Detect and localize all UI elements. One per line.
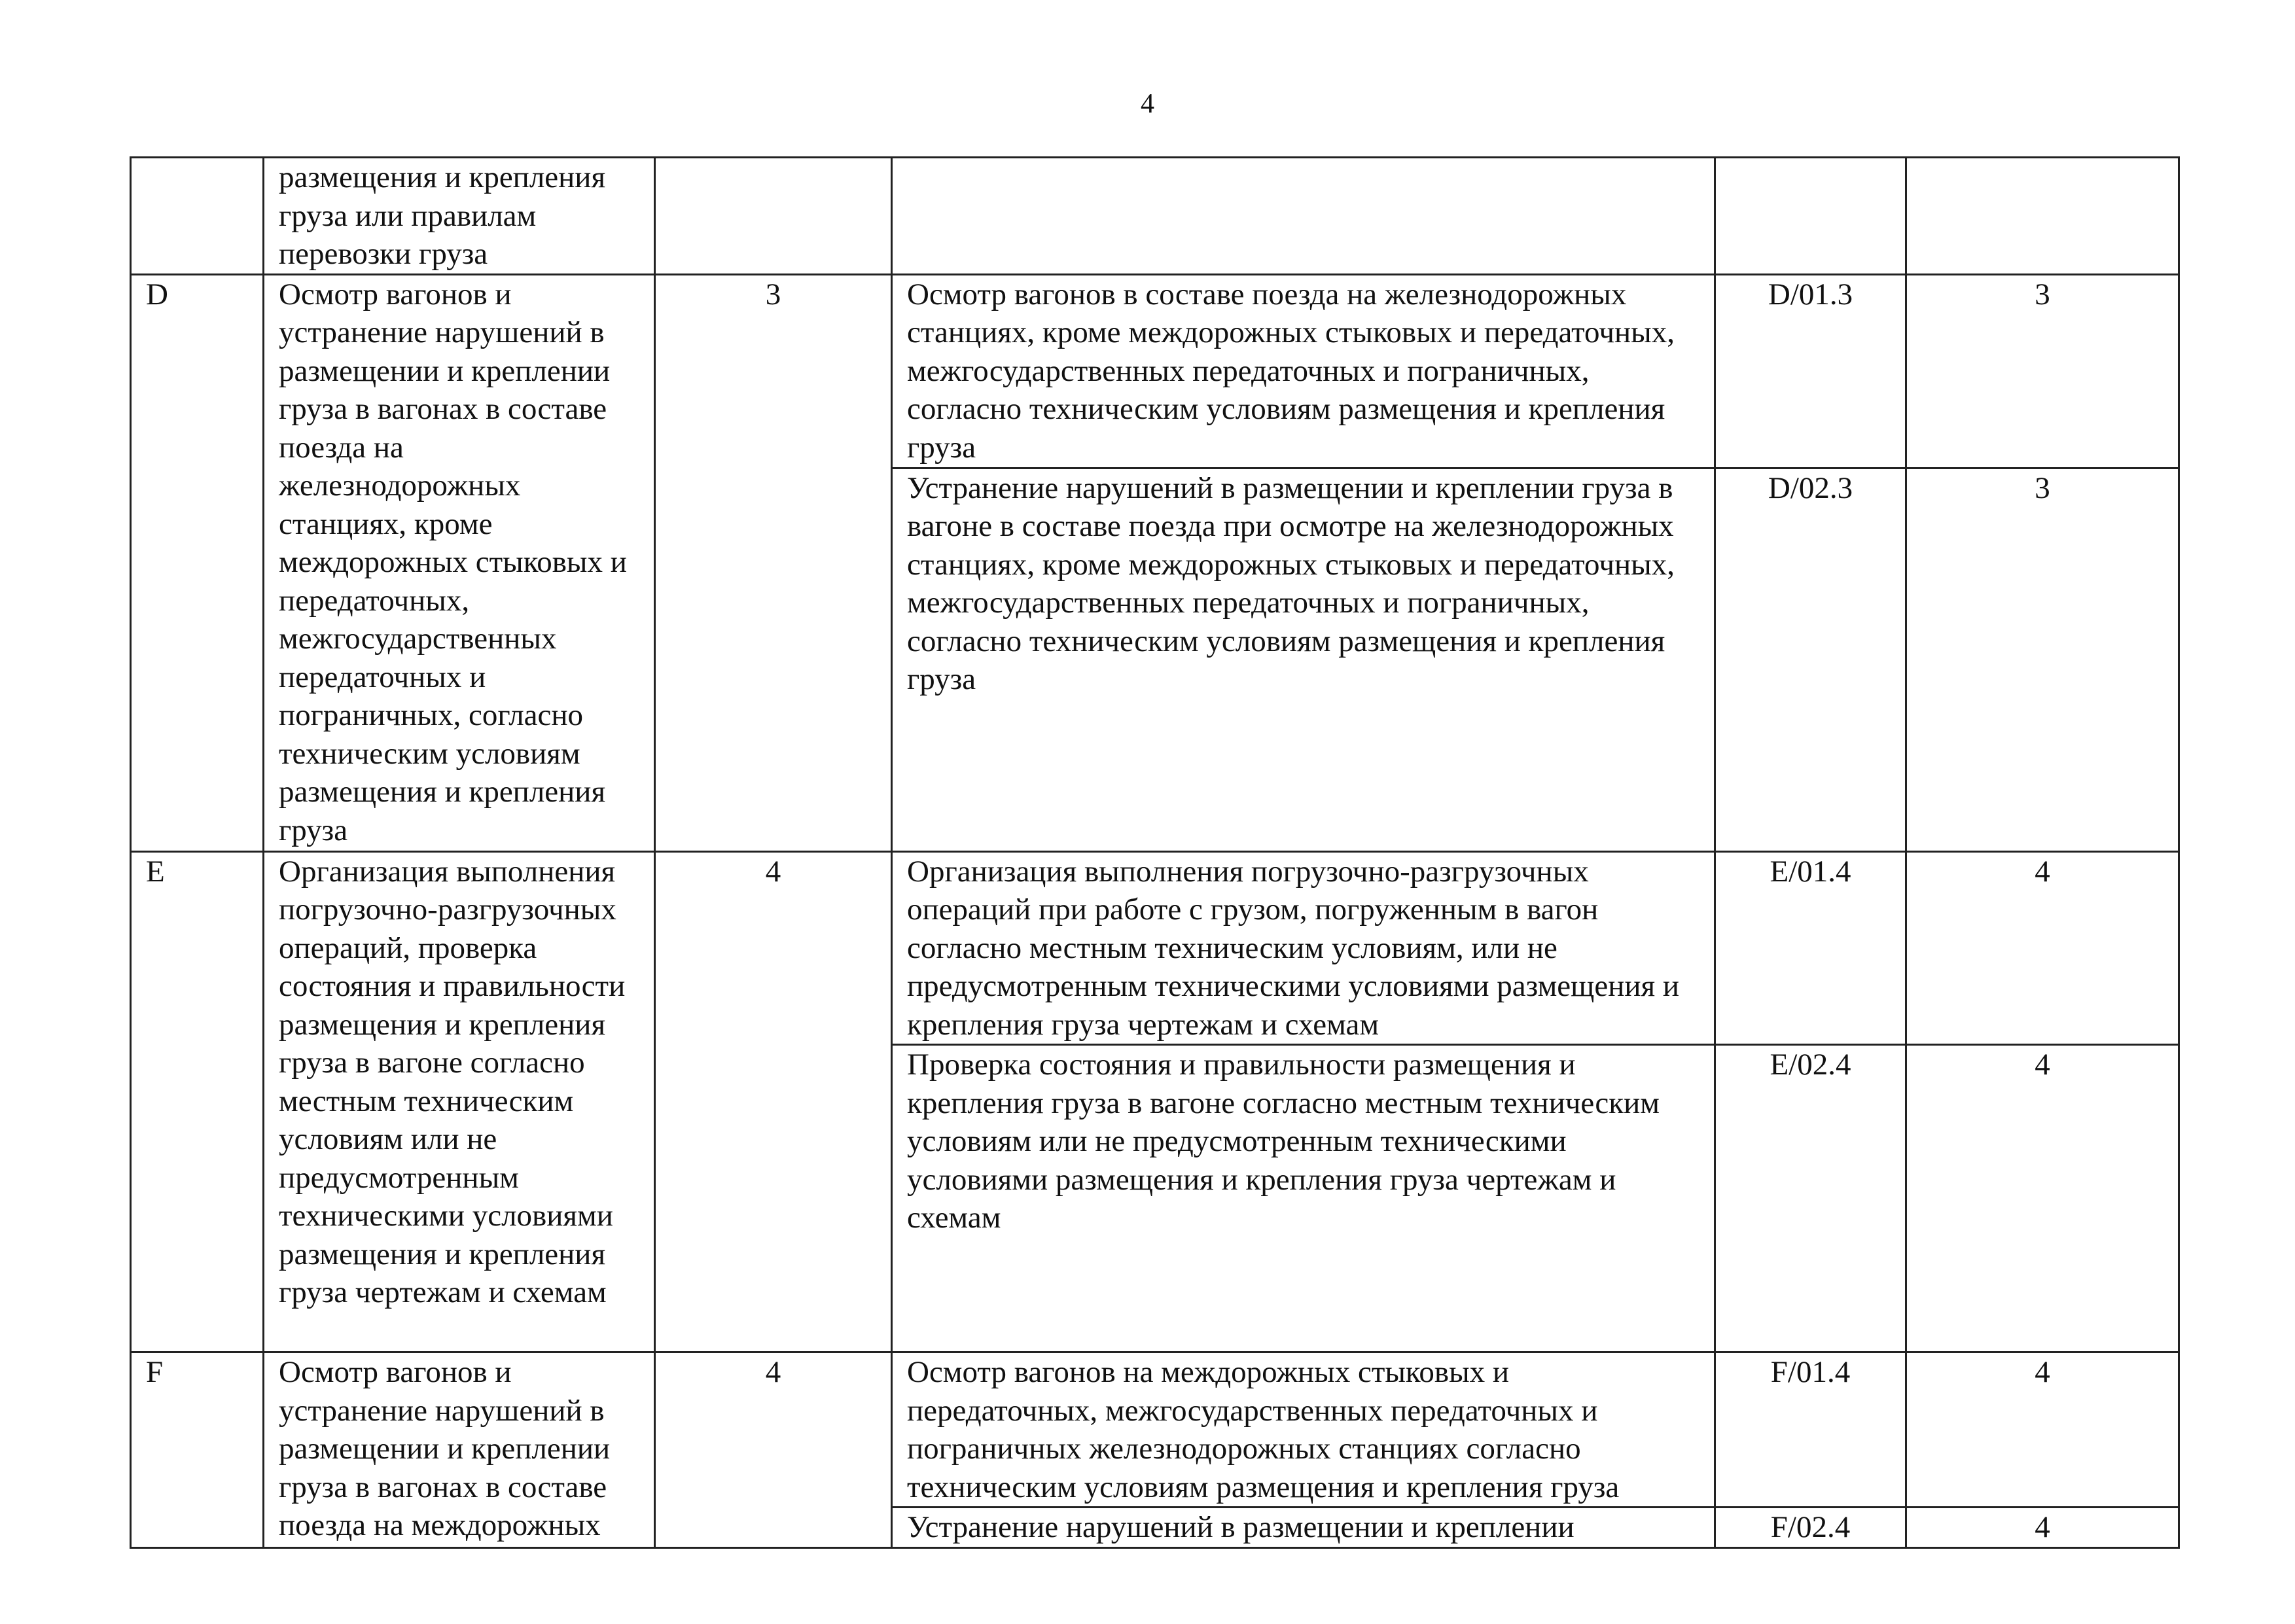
function-name-cell: Осмотр вагонов на междорожных стыковых и передаточных, межгосударственных передаточных и пограничных железнодорожных станциях согласно техническим условиям размещения и крепления груза [892,1352,1715,1508]
function-name-cell: Осмотр вагонов в составе поезда на железнодорожных станциях, кроме междорожных стыковых и передаточных, межгосударственных передаточных и пограничных, согласно техническим условиям размещения и крепления груза [892,274,1715,468]
group-code-cell [131,158,264,275]
function-name-cell: Организация выполнения погрузочно-разгрузочных операций при работе с грузом, погруженным в вагон согласно местным техническим условиям, или не предусмотренным техническими условиями размещения и крепления груза чертежам и схемам [892,851,1715,1045]
function-level-cell: 4 [1906,851,2179,1045]
group-level-cell: 3 [655,274,892,851]
group-level-cell [655,158,892,275]
function-level-cell: 4 [1906,1045,2179,1352]
group-level-cell: 4 [655,1352,892,1548]
page-number: 4 [1141,89,1154,119]
group-code-cell: E [131,851,264,1352]
function-code-cell: F/01.4 [1715,1352,1906,1508]
functions-table-container [130,156,2178,1549]
group-code-cell: F [131,1352,264,1548]
group-level-cell: 4 [655,851,892,1352]
function-name-cell: Проверка состояния и правильности размещения и крепления груза в вагоне согласно местным техническим условиям или не предусмотренным техническими условиями размещения и крепления груза чертежам и схемам [892,1045,1715,1352]
group-code-cell: D [131,274,264,851]
table-row [131,851,2179,1045]
group-name-cell: Осмотр вагонов и устранение нарушений в размещении и креплении груза в вагонах в составе поезда на междорожных [264,1352,655,1548]
table-row [131,274,2179,468]
function-level-cell [1906,158,2179,275]
function-name-cell [892,158,1715,275]
function-code-cell: D/01.3 [1715,274,1906,468]
table-row [131,1352,2179,1508]
function-level-cell: 3 [1906,274,2179,468]
function-name-cell: Устранение нарушений в размещении и креплении [892,1508,1715,1548]
function-code-cell: E/01.4 [1715,851,1906,1045]
table-row-continuation [131,158,2179,275]
function-code-cell: D/02.3 [1715,468,1906,851]
group-name-cell: Осмотр вагонов и устранение нарушений в размещении и креплении груза в вагонах в составе поезда на железнодорожных станциях, кроме междорожных стыковых и передаточных, межгосударственных передаточных и пограничных, согласно техническим условиям размещения и крепления груза [264,274,655,851]
group-name-cell: размещения и крепления груза или правилам перевозки груза [264,158,655,275]
function-level-cell: 4 [1906,1352,2179,1508]
function-code-cell: F/02.4 [1715,1508,1906,1548]
group-name-cell: Организация выполнения погрузочно-разгрузочных операций, проверка состояния и правильности размещения и крепления груза в вагоне согласно местным техническим условиям или не предусмотренным техническими условиями размещения и крепления груза чертежам и схемам [264,851,655,1352]
function-name-cell: Устранение нарушений в размещении и креплении груза в вагоне в составе поезда при осмотре на железнодорожных станциях, кроме междорожных стыковых и передаточных, межгосударственных передаточных и пограничных, согласно техническим условиям размещения и крепления груза [892,468,1715,851]
function-code-cell: E/02.4 [1715,1045,1906,1352]
function-level-cell: 3 [1906,468,2179,851]
function-level-cell: 4 [1906,1508,2179,1548]
functions-table [130,156,2180,1549]
function-code-cell [1715,158,1906,275]
